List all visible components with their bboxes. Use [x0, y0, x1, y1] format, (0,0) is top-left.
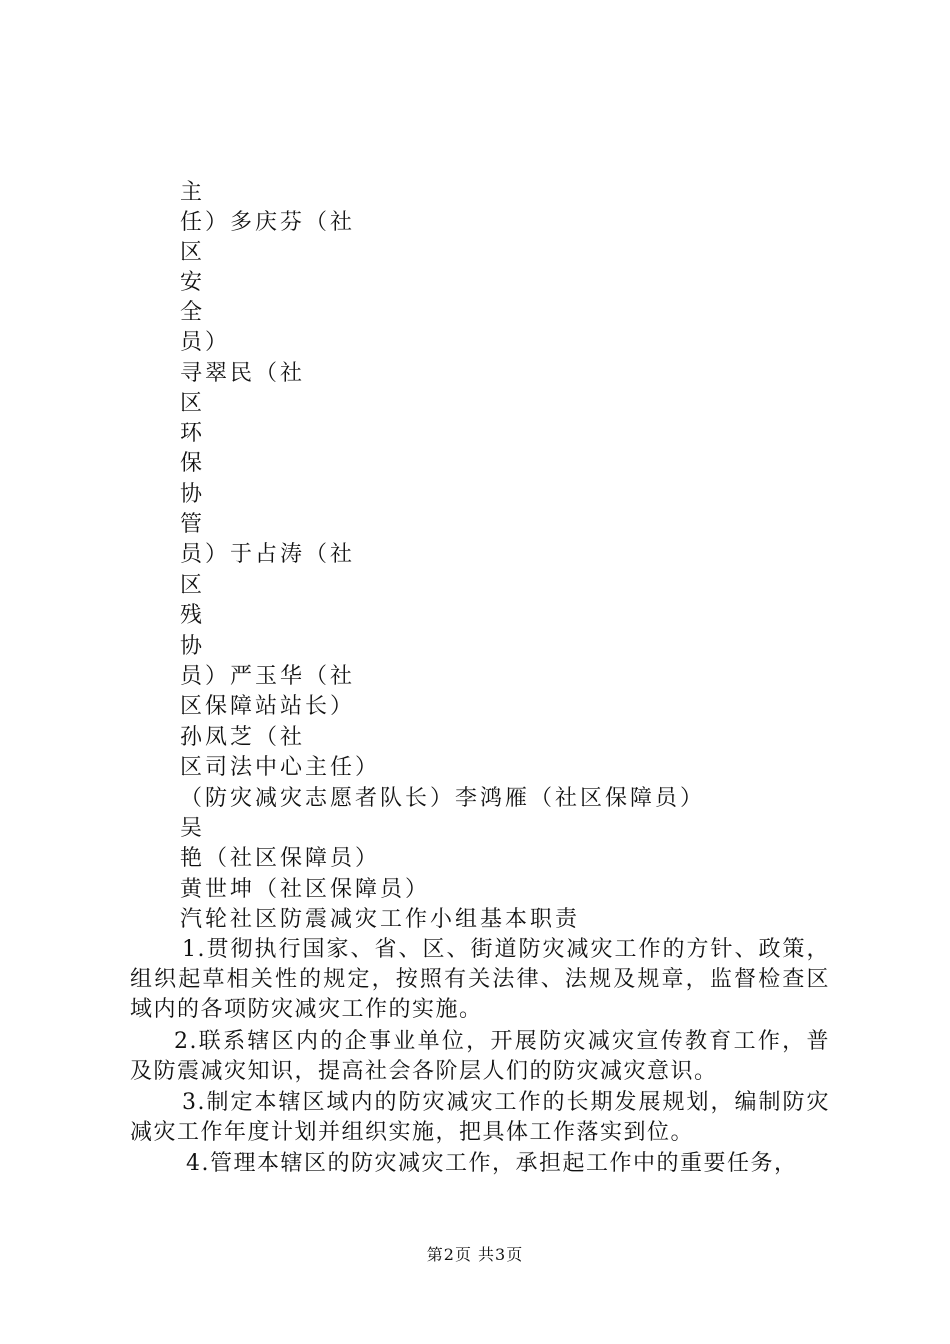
text-line: 区: [180, 240, 206, 265]
text-line: 协: [180, 634, 206, 659]
text-line: 区司法中心主任）: [180, 755, 381, 780]
text-line: 员）于占涛（社: [180, 542, 356, 567]
text-line: 寻翠民（社: [180, 361, 306, 386]
text-line: 保: [180, 451, 206, 476]
page-footer: 第2页 共3页: [426, 1245, 524, 1264]
text-line: 员）: [180, 330, 231, 355]
text-line: 全: [180, 300, 206, 325]
text-line: 任）多庆芬（社: [180, 210, 356, 235]
text-line: （防灾减灾志愿者队长）李鸿雁（社区保障员）: [180, 786, 706, 811]
duty-paragraph-4: 4.管理本辖区的防灾减灾工作，承担起工作中的重要任务，: [186, 1151, 798, 1176]
text-line: 管: [180, 512, 206, 537]
text-line: 协: [180, 482, 206, 507]
duty-paragraph-2: 2.联系辖区内的企事业单位，开展防灾减灾宣传教育工作，普及防震减灾知识，提高社会各阶层人们的防灾减灾意识。: [130, 1029, 830, 1084]
text-line: 安: [180, 270, 206, 295]
text-line: 区: [180, 391, 206, 416]
text-line: 区: [180, 573, 206, 598]
text-line: 艳（社区保障员）: [180, 846, 381, 871]
section-title: 汽轮社区防震减灾工作小组基本职责: [180, 907, 581, 932]
text-line: 员）严玉华（社: [180, 664, 356, 689]
text-line: 吴: [180, 816, 206, 841]
text-line: 残: [180, 603, 206, 628]
text-line: 孙凤芝（社: [180, 725, 306, 750]
text-line: 环: [180, 421, 206, 446]
duty-paragraph-1: 1.贯彻执行国家、省、区、街道防灾减灾工作的方针、政策，组织起草相关性的规定，按照有关法律、法规及规章，监督检查区域内的各项防灾减灾工作的实施。: [130, 937, 830, 1022]
text-line: 黄世坤（社区保障员）: [180, 877, 431, 902]
duty-paragraph-3: 3.制定本辖区域内的防灾减灾工作的长期发展规划，编制防灾减灾工作年度计划并组织实施，把具体工作落实到位。: [130, 1090, 830, 1145]
text-line: 区保障站站长）: [180, 694, 356, 719]
text-line: 主: [180, 180, 206, 205]
